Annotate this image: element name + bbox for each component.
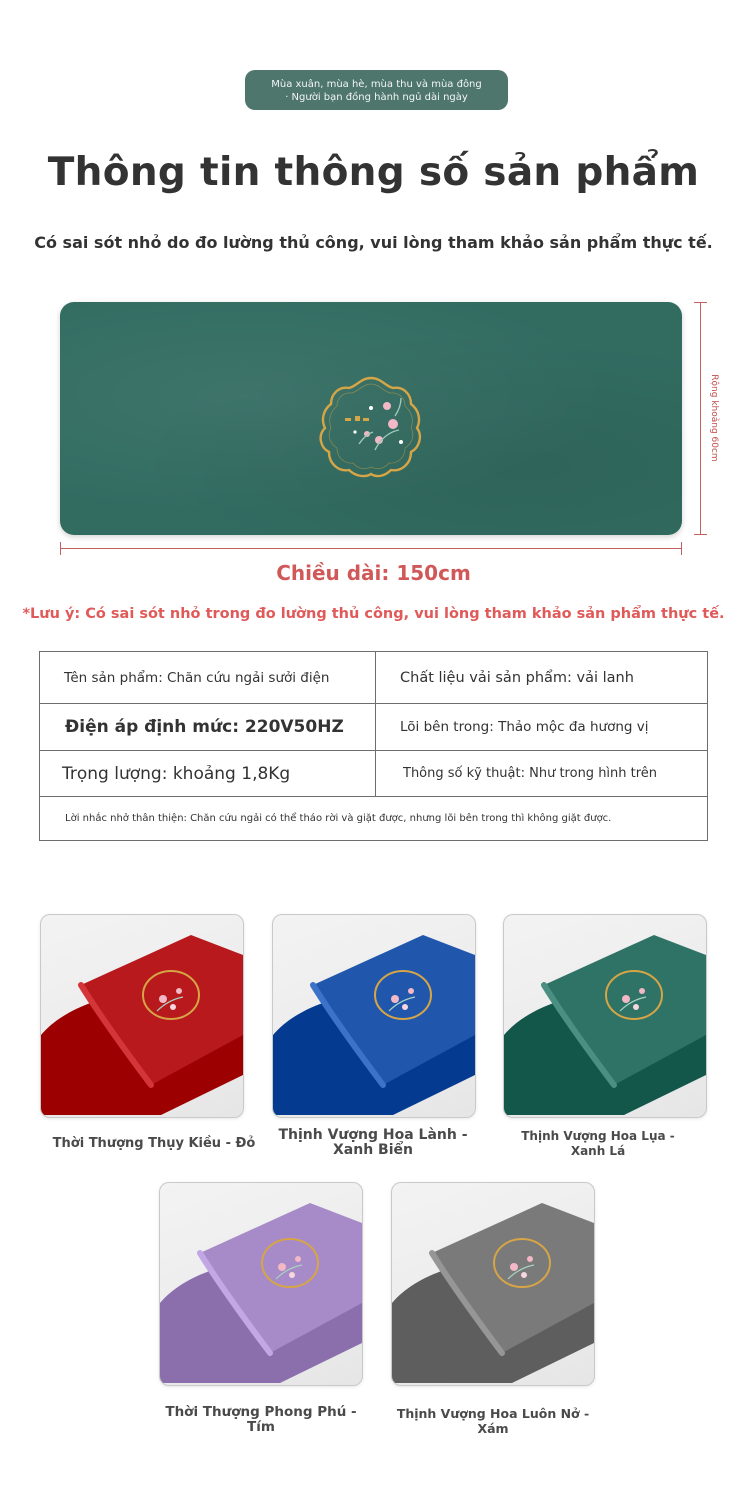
badge-line-1: Mùa xuân, mùa hè, mùa thu và mùa đông <box>271 79 482 90</box>
spec-core: Lõi bên trong: Thảo mộc đa hương vị <box>400 719 649 735</box>
folded-blanket-icon <box>41 915 243 1117</box>
width-dimension-cap-bottom <box>694 534 707 535</box>
badge-line-2: · Người bạn đồng hành ngủ dài ngày <box>285 92 468 103</box>
product-photo-blue <box>272 914 476 1118</box>
page-title: Thông tin thông số sản phẩm <box>47 150 700 195</box>
measurement-note: *Lưu ý: Có sai sót nhỏ trong đo lường thủ công, vui lòng tham khảo sản phẩm thực tế. <box>22 606 725 622</box>
spec-product-name: Tên sản phẩm: Chăn cứu ngải sưởi điện <box>40 652 376 703</box>
spec-row-3 <box>40 751 707 797</box>
product-caption-blue: Thịnh Vượng Hoa Lành - Xanh Biển <box>278 1127 468 1158</box>
spec-row-2 <box>40 704 707 751</box>
page-subtitle: Có sai sót nhỏ do đo lường thủ công, vui lòng tham khảo sản phẩm thực tế. <box>34 233 713 252</box>
product-caption-green: Thịnh Vượng Hoa Lụa - Xanh Lá <box>521 1129 675 1158</box>
spec-weight: Trọng lượng: khoảng 1,8Kg <box>40 751 376 796</box>
folded-blanket-icon <box>504 915 706 1117</box>
width-dimension-line <box>700 302 701 535</box>
spec-voltage: Điện áp định mức: 220V50HZ <box>40 704 376 750</box>
spec-table <box>39 651 708 841</box>
folded-blanket-icon <box>273 915 475 1117</box>
folded-blanket-icon <box>160 1183 362 1385</box>
width-dimension-cap-top <box>694 302 707 303</box>
spec-row-1 <box>40 652 707 704</box>
blanket-diagram-image <box>60 302 682 535</box>
spec-reminder: Lời nhắc nhở thân thiện: Chăn cứu ngải có thể tháo rời và giặt được, nhưng lõi bên trong thì không giặt được. <box>65 813 612 824</box>
spec-technical: Thông số kỹ thuật: Như trong hình trên <box>403 766 658 781</box>
length-dimension-cap-right <box>681 542 682 555</box>
product-photo-gray <box>391 1182 595 1386</box>
spec-fabric: Chất liệu vải sản phẩm: vải lanh <box>400 669 634 686</box>
width-dimension-text: Rộng khoảng 60cm <box>709 374 719 462</box>
product-photo-green <box>503 914 707 1118</box>
length-dimension-cap-left <box>60 542 61 555</box>
embroidery-emblem-icon <box>315 372 427 480</box>
folded-blanket-icon <box>392 1183 594 1385</box>
length-dimension-line <box>60 548 682 549</box>
product-caption-red: Thời Thượng Thụy Kiều - Đỏ <box>52 1136 256 1151</box>
product-photo-purple <box>159 1182 363 1386</box>
product-caption-purple: Thời Thượng Phong Phú - Tím <box>165 1404 357 1435</box>
product-caption-gray: Thịnh Vượng Hoa Luôn Nở - Xám <box>396 1406 590 1436</box>
product-photo-red <box>40 914 244 1118</box>
length-label: Chiều dài: 150cm <box>276 561 471 585</box>
season-badge <box>245 70 508 110</box>
